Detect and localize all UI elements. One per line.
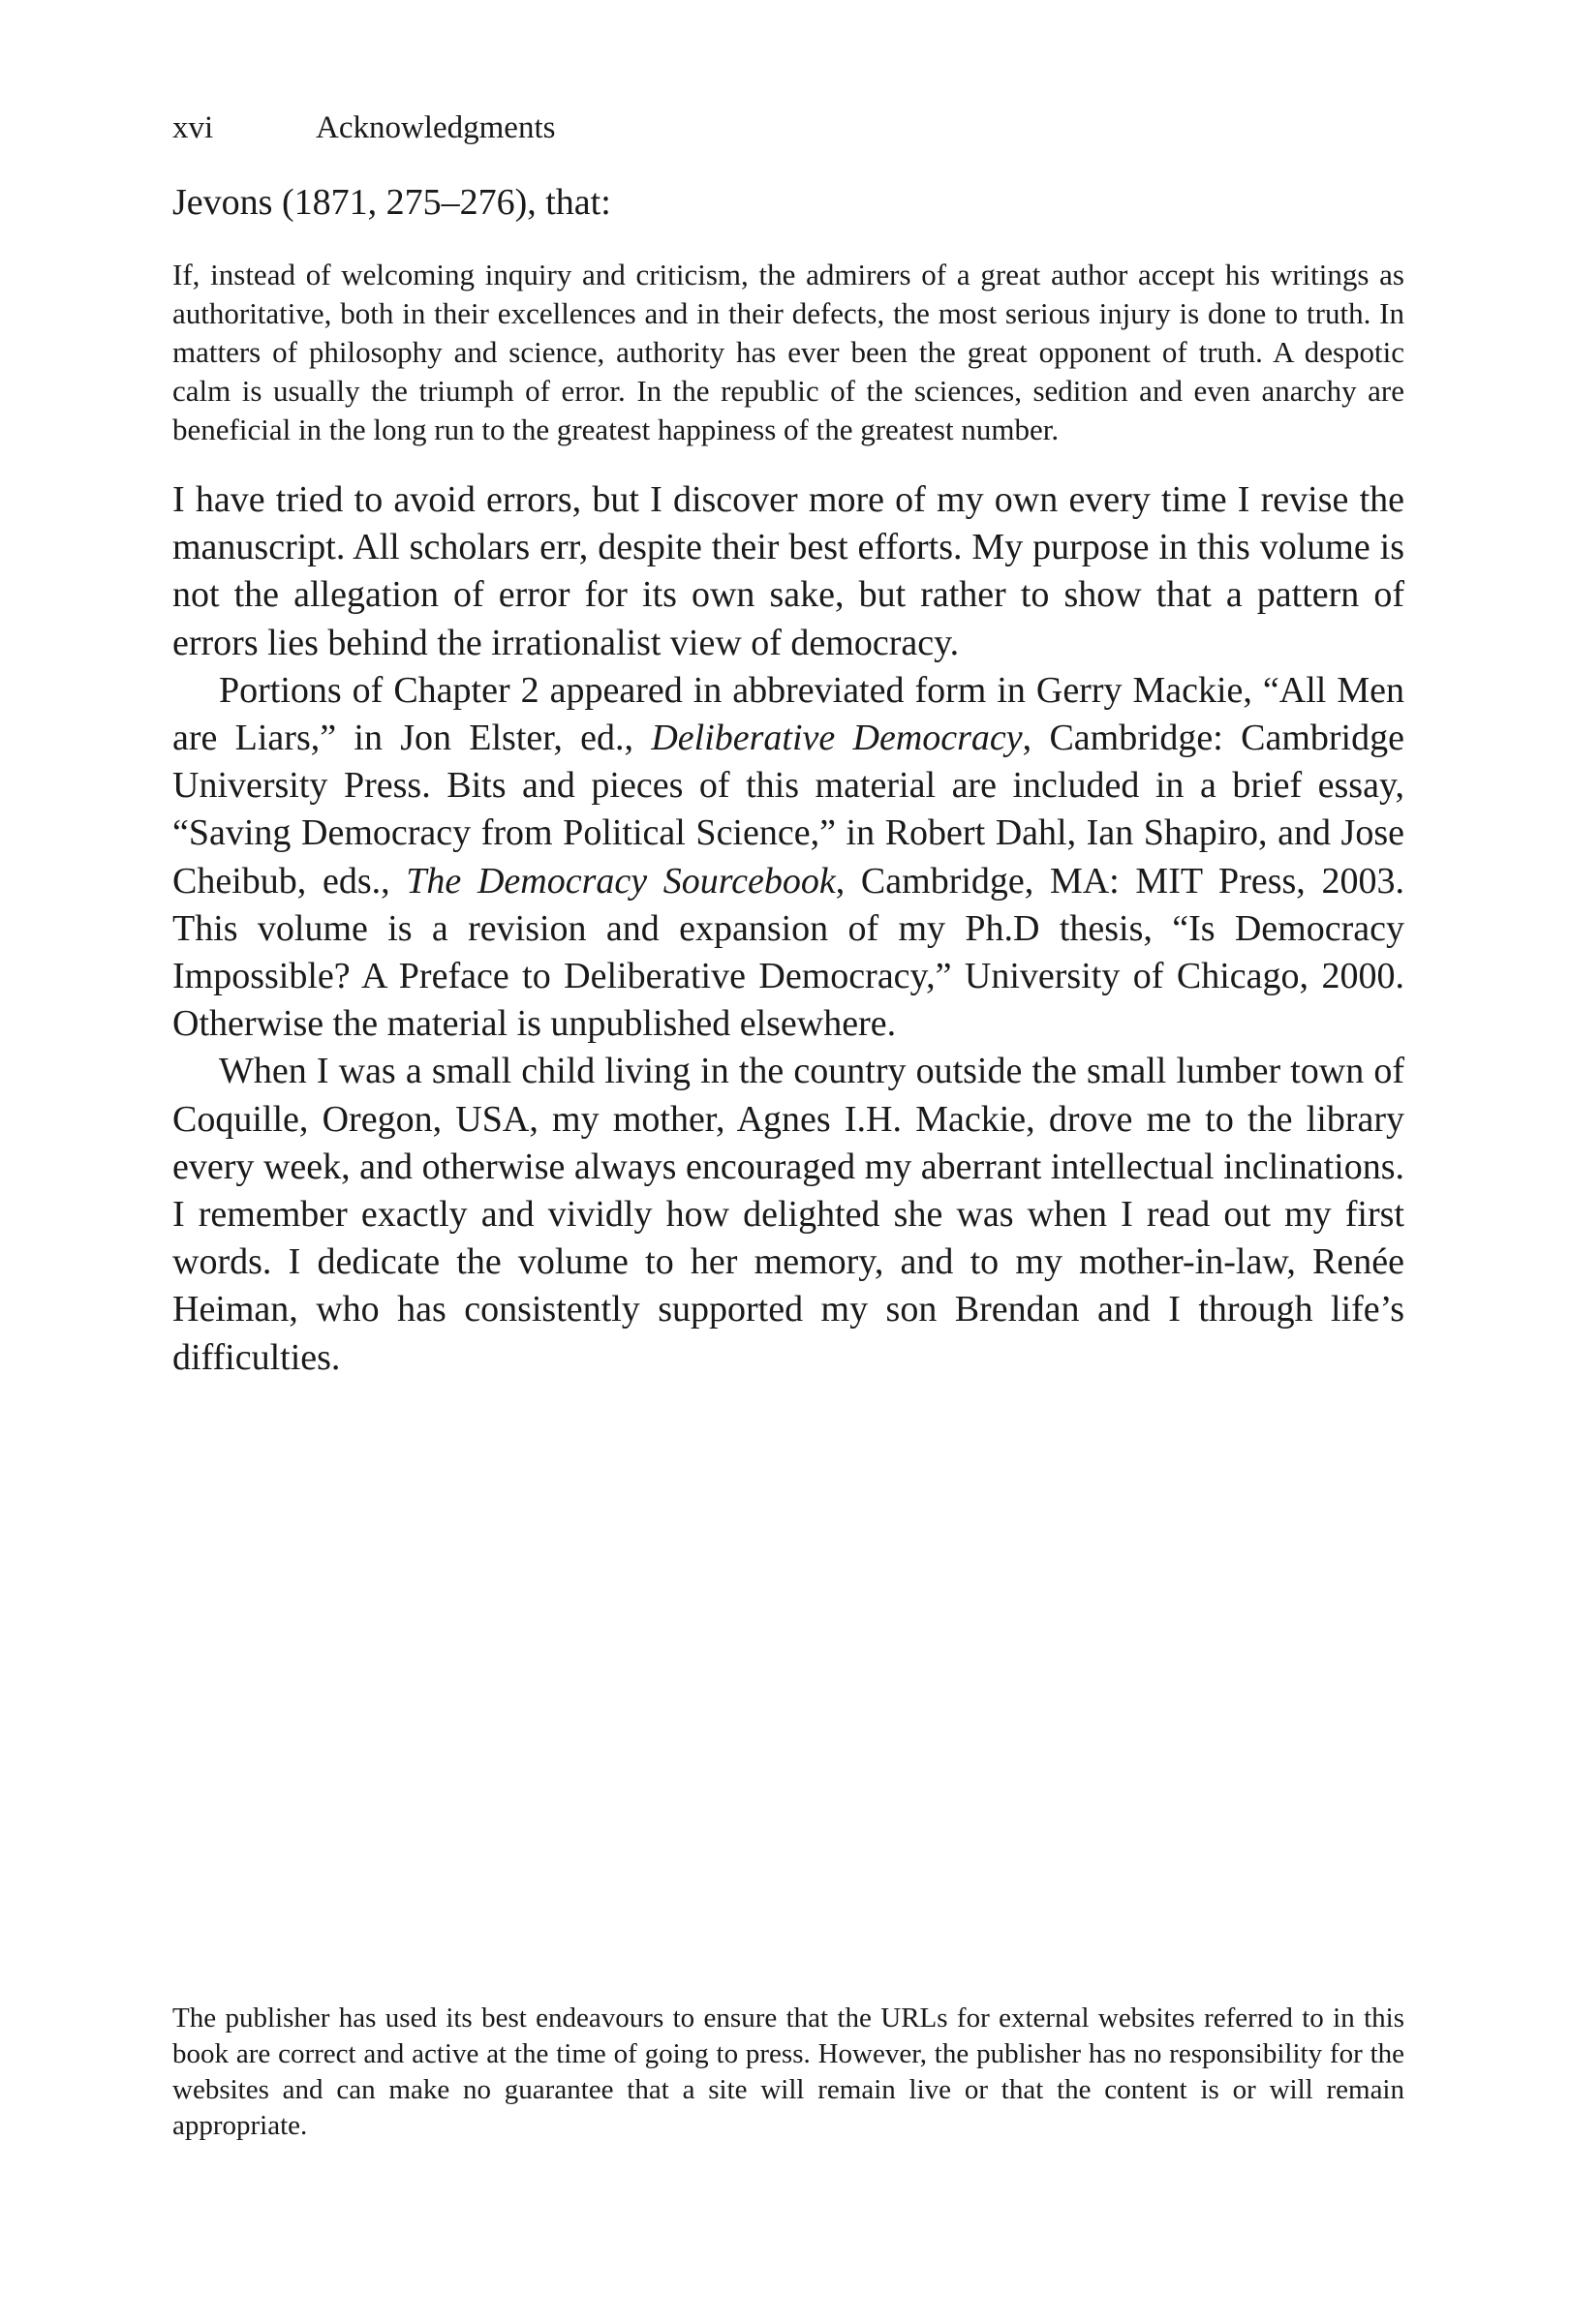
paragraph-portions-text-3: , Cambridge, MA: MIT Press, 2003. This volume is a revision and expansion of my Ph.D thesis, “Is Democracy Impossible? A Preface to Deliberative Democracy,” University of Chicago, 2000. Otherwise the material is unpublished elsewhere. — [172, 860, 1404, 1045]
publisher-url-disclaimer: The publisher has used its best endeavours to ensure that the URLs for external websites referred to in this book are correct and active at the time of going to press. However, the publisher has no responsibility for the websites and can make no guarantee that a site will remain live or that the content is or will remain appropriate. — [172, 2003, 1404, 2141]
paragraph-portions — [172, 667, 1404, 1049]
paragraph-portions-text-1: Portions of Chapter 2 appeared in abbreviated form in Gerry Mackie, “All Men are Liars,” in Jon Elster, ed., — [172, 669, 1404, 759]
section-title: Acknowledgments — [316, 110, 556, 145]
running-head — [172, 108, 555, 147]
paragraph-portions-text-2: , Cambridge: Cambridge University Press. Bits and pieces of this material are included in a brief essay, “Saving Democracy from Political Science,” in Robert Dahl, Ian Shapiro, and Jose Cheibub, eds., — [172, 718, 1404, 902]
book-title-democracy-sourcebook: The Democracy Sourcebook — [406, 860, 836, 902]
main-text — [172, 178, 1404, 1382]
paragraph-errors: I have tried to avoid errors, but I discover more of my own every time I revise the manuscript. All scholars err, despite their best efforts. My purpose in this volume is not the allegation of error for its own sake, but rather to show that a pattern of errors lies behind the irrationalist view of democracy. — [172, 479, 1404, 663]
lead-in-sentence: Jevons (1871, 275–276), that: — [172, 182, 611, 223]
paragraph-dedication: When I was a small child living in the country outside the small lumber town of Coquille, Oregon, USA, my mother, Agnes I.H. Mackie, drove me to the library every week, and otherwise always encouraged my aberrant intellectual inclinations. I remember exactly and vividly how delighted she was when I read out my first words. I dedicate the volume to her memory, and to my mother-in-law, Renée Heiman, who has consistently supported my son Brendan and I through life’s difficulties. — [172, 1051, 1404, 1378]
book-title-deliberative-democracy: Deliberative Democracy — [651, 718, 1023, 759]
page-number: xvi — [172, 110, 214, 145]
block-quotation: If, instead of welcoming inquiry and criticism, the admirers of a great author accept his writings as authoritative, both in their excellences and in their defects, the most serious injury is done to truth. In matters of philosophy and science, authority has ever been the great opponent of truth. A despotic calm is usually the triumph of error. In the republic of the sciences, sedition and even anarchy are beneficial in the long run to the greatest happiness of the greatest number. — [172, 258, 1404, 446]
